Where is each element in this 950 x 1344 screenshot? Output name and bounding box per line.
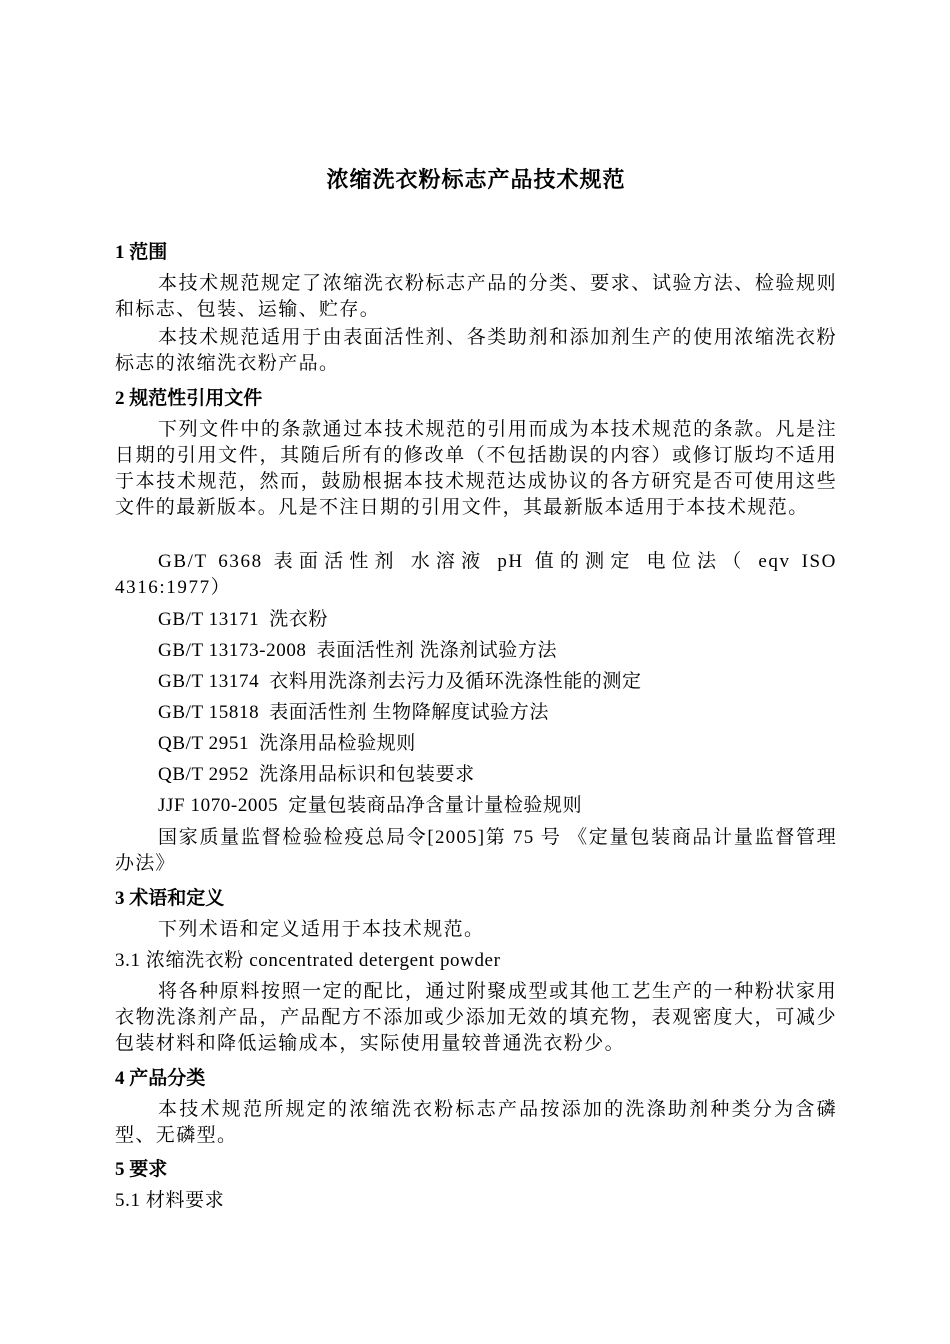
section-3-paragraph-1: 下列术语和定义适用于本技术规范。 (158, 919, 485, 940)
reference-item (158, 793, 582, 819)
section-1-paragraph-2: 本技术规范适用于由表面活性剂、各类助剂和添加剂生产的使用浓缩洗衣粉标志的浓缩洗衣粉产品。 (115, 327, 837, 374)
reference-code: QB/T 2952 (158, 764, 250, 785)
section-1-heading: 1 范围 (115, 242, 168, 263)
section-2-heading: 2 规范性引用文件 (115, 388, 263, 409)
section-4-paragraph-1: 本技术规范所规定的浓缩洗衣粉标志产品按添加的洗涤助剂种类分为含磷型、无磷型。 (115, 1099, 837, 1146)
reference-item (158, 700, 549, 726)
reference-code: GB/T 13173-2008 (158, 640, 307, 661)
reference-item (158, 669, 642, 695)
term-3-1-definition: 将各种原料按照一定的配比，通过附聚成型或其他工艺生产的一种粉状家用衣物洗涤剂产品，产品配方不添加或少添加无效的填充物，表观密度大，可减少包装材料和降低运输成本，实际使用量较普通洗衣粉少。 (115, 981, 837, 1054)
reference-gbt-6368: GB/T 6368 表面活性剂 水溶液 pH 值的测定 电位法（ eqv ISO 4316:1977） (115, 551, 837, 598)
reference-code: GB/T 13171 (158, 609, 260, 630)
term-3-1: 3.1 浓缩洗衣粉 concentrated detergent powder (115, 950, 501, 971)
subsection-5-1: 5.1 材料要求 (115, 1190, 225, 1211)
reference-item (158, 638, 557, 664)
reference-item (158, 762, 475, 788)
reference-title: 衣料用洗涤剂去污力及循环洗涤性能的测定 (269, 671, 642, 692)
section-4-heading: 4 产品分类 (115, 1068, 206, 1089)
section-1-paragraph-1: 本技术规范规定了浓缩洗衣粉标志产品的分类、要求、试验方法、检验规则和标志、包装、运输、贮存。 (115, 273, 837, 320)
reference-code: JJF 1070-2005 (158, 795, 279, 816)
reference-title: 表面活性剂 洗涤剂试验方法 (316, 640, 558, 661)
reference-code: QB/T 2951 (158, 733, 250, 754)
reference-item (158, 731, 416, 757)
section-3-heading: 3 术语和定义 (115, 888, 225, 909)
document-title: 浓缩洗衣粉标志产品技术规范 (326, 167, 626, 192)
reference-aqsiq-order: 国家质量监督检验检疫总局令[2005]第 75 号 《定量包装商品计量监督管理办法》 (115, 827, 837, 874)
section-5-heading: 5 要求 (115, 1159, 168, 1180)
reference-title: 洗涤用品标识和包装要求 (259, 764, 475, 785)
section-2-paragraph-1: 下列文件中的条款通过本技术规范的引用而成为本技术规范的条款。凡是注日期的引用文件，其随后所有的修改单（不包括勘误的内容）或修订版均不适用于本技术规范，然而，鼓励根据本技术规范达成协议的各方研究是否可使用这些文件的最新版本。凡是不注日期的引用文件，其最新版本适用于本技术规范。 (115, 419, 837, 518)
reference-code: GB/T 15818 (158, 702, 260, 723)
reference-title: 定量包装商品净含量计量检验规则 (288, 795, 583, 816)
reference-item (158, 607, 328, 633)
reference-title: 洗衣粉 (269, 609, 328, 630)
reference-title: 表面活性剂 生物降解度试验方法 (269, 702, 549, 723)
reference-code: GB/T 13174 (158, 671, 260, 692)
reference-title: 洗涤用品检验规则 (259, 733, 416, 754)
